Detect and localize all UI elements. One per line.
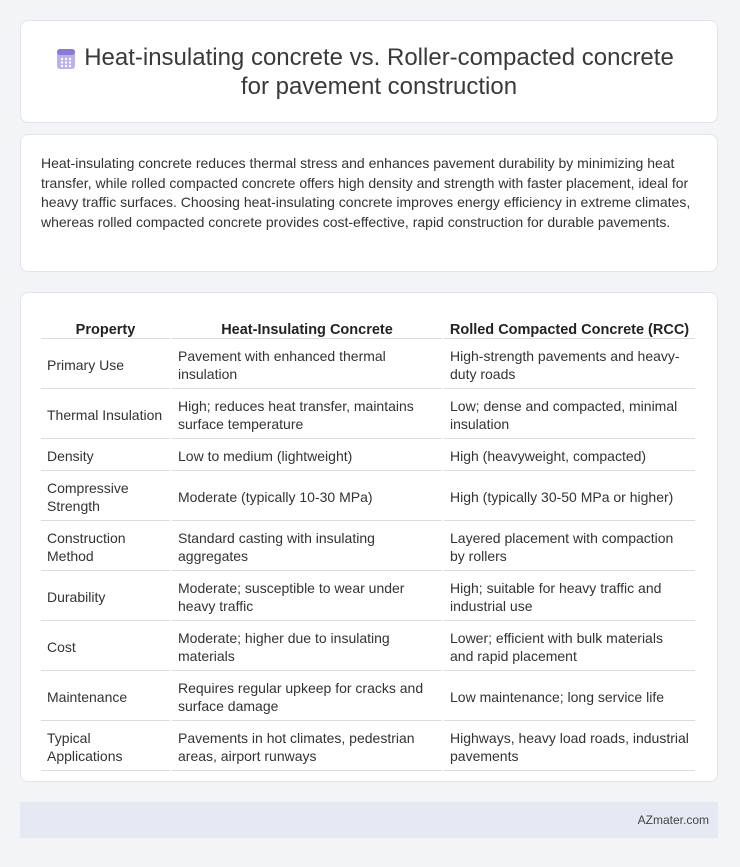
cell-property: Cost [41, 623, 170, 671]
calculator-grid-icon [54, 47, 78, 71]
cell-heat-insulating: Pavements in hot climates, pedestrian areas, airport runways [172, 723, 442, 771]
cell-heat-insulating: Moderate; susceptible to wear under heavy traffic [172, 573, 442, 621]
table-row [41, 673, 695, 721]
cell-heat-insulating: Pavement with enhanced thermal insulation [172, 341, 442, 389]
footer-bar [20, 802, 718, 838]
cell-property: Typical Applications [41, 723, 170, 771]
table-row [41, 723, 695, 771]
summary-card [20, 134, 718, 272]
cell-heat-insulating: Low to medium (lightweight) [172, 441, 442, 471]
summary-text: Heat-insulating concrete reduces thermal stress and enhances pavement durability by minimizing heat transfer, while rolled compacted concrete offers high density and strength with faster placement, ideal for heavy traffic surfaces. Choosing heat-insulating concrete improves energy efficiency in extreme climates, whereas rolled compacted concrete provides cost-effective, rapid construction for durable pavements. [41, 155, 691, 230]
cell-rcc: Low; dense and compacted, minimal insulation [444, 391, 695, 439]
cell-rcc: High (heavyweight, compacted) [444, 441, 695, 471]
page-title: Heat-insulating concrete vs. Roller-compacted concrete for pavement construction [84, 43, 674, 100]
cell-heat-insulating: Requires regular upkeep for cracks and surface damage [172, 673, 442, 721]
table-row [41, 523, 695, 571]
table-row [41, 473, 695, 521]
title-card [20, 20, 718, 123]
cell-rcc: Layered placement with compaction by rollers [444, 523, 695, 571]
cell-rcc: High-strength pavements and heavy-duty roads [444, 341, 695, 389]
cell-heat-insulating: Moderate; higher due to insulating materials [172, 623, 442, 671]
comparison-table [39, 313, 697, 773]
cell-rcc: Low maintenance; long service life [444, 673, 695, 721]
cell-property: Primary Use [41, 341, 170, 389]
cell-rcc: Highways, heavy load roads, industrial pavements [444, 723, 695, 771]
cell-rcc: Lower; efficient with bulk materials and rapid placement [444, 623, 695, 671]
table-row [41, 391, 695, 439]
table-header-row [41, 315, 695, 339]
table-row [41, 341, 695, 389]
cell-rcc: High; suitable for heavy traffic and industrial use [444, 573, 695, 621]
comparison-table-card [20, 292, 718, 782]
cell-property: Durability [41, 573, 170, 621]
cell-heat-insulating: Moderate (typically 10-30 MPa) [172, 473, 442, 521]
cell-heat-insulating: Standard casting with insulating aggregates [172, 523, 442, 571]
cell-property: Thermal Insulation [41, 391, 170, 439]
table-row [41, 441, 695, 471]
cell-property: Construction Method [41, 523, 170, 571]
footer-brand[interactable]: AZmater.com [637, 813, 709, 827]
cell-property: Maintenance [41, 673, 170, 721]
cell-property: Compressive Strength [41, 473, 170, 521]
cell-heat-insulating: High; reduces heat transfer, maintains surface temperature [172, 391, 442, 439]
table-row [41, 573, 695, 621]
column-header-heat-insulating: Heat-Insulating Concrete [172, 315, 442, 339]
cell-property: Density [41, 441, 170, 471]
cell-rcc: High (typically 30-50 MPa or higher) [444, 473, 695, 521]
table-row [41, 623, 695, 671]
column-header-rcc: Rolled Compacted Concrete (RCC) [444, 315, 695, 339]
column-header-property: Property [41, 315, 170, 339]
